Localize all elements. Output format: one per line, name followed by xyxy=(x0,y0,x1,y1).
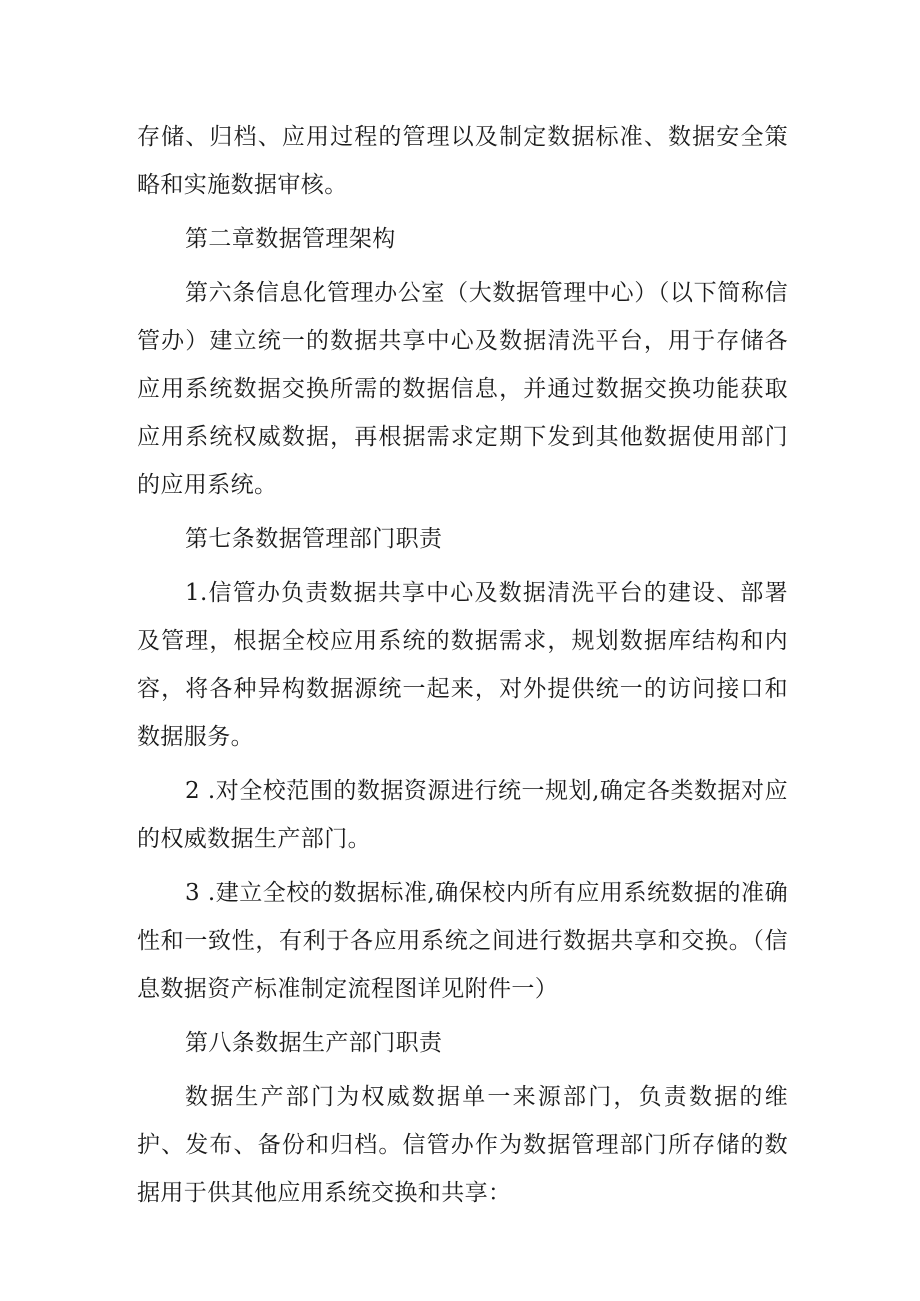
article-7-heading: 第七条数据管理部门职责 xyxy=(185,526,443,552)
article-8-heading: 第八条数据生产部门职责 xyxy=(185,1030,443,1056)
article-7-item-1: 1.信管办负责数据共享中心及数据清洗平台的建设、部署及管理，根据全校应用系统的数据需求，规划数据库结构和内容，将各种异构数据源统一起来，对外提供统一的访问接口和数据服务。 xyxy=(137,580,788,750)
document-body xyxy=(137,113,788,1217)
paragraph-continuation: 存储、归档、应用过程的管理以及制定数据标准、数据安全策略和实施数据审核。 xyxy=(137,124,788,198)
article-7-item-2: 2 .对全校范围的数据资源进行统一规划,确定各类数据对应的权威数据生产部门。 xyxy=(137,778,788,852)
chapter-heading: 第二章数据管理架构 xyxy=(185,226,396,252)
article-8-body: 数据生产部门为权威数据单一来源部门，负责数据的维护、发布、备份和归档。信管办作为数据管理部门所存储的数据用于供其他应用系统交换和共享： xyxy=(137,1084,788,1206)
article-6: 第六条信息化管理办公室（大数据管理中心）（以下简称信管办）建立统一的数据共享中心及数据清洗平台，用于存储各应用系统数据交换所需的数据信息，并通过数据交换功能获取应用系统权威数据，再根据需求定期下发到其他数据使用部门的应用系统。 xyxy=(137,280,788,498)
article-7-item-3: 3 .建立全校的数据标准,确保校内所有应用系统数据的准确性和一致性，有利于各应用系统之间进行数据共享和交换。（信息数据资产标准制定流程图详见附件一） xyxy=(137,880,788,1002)
